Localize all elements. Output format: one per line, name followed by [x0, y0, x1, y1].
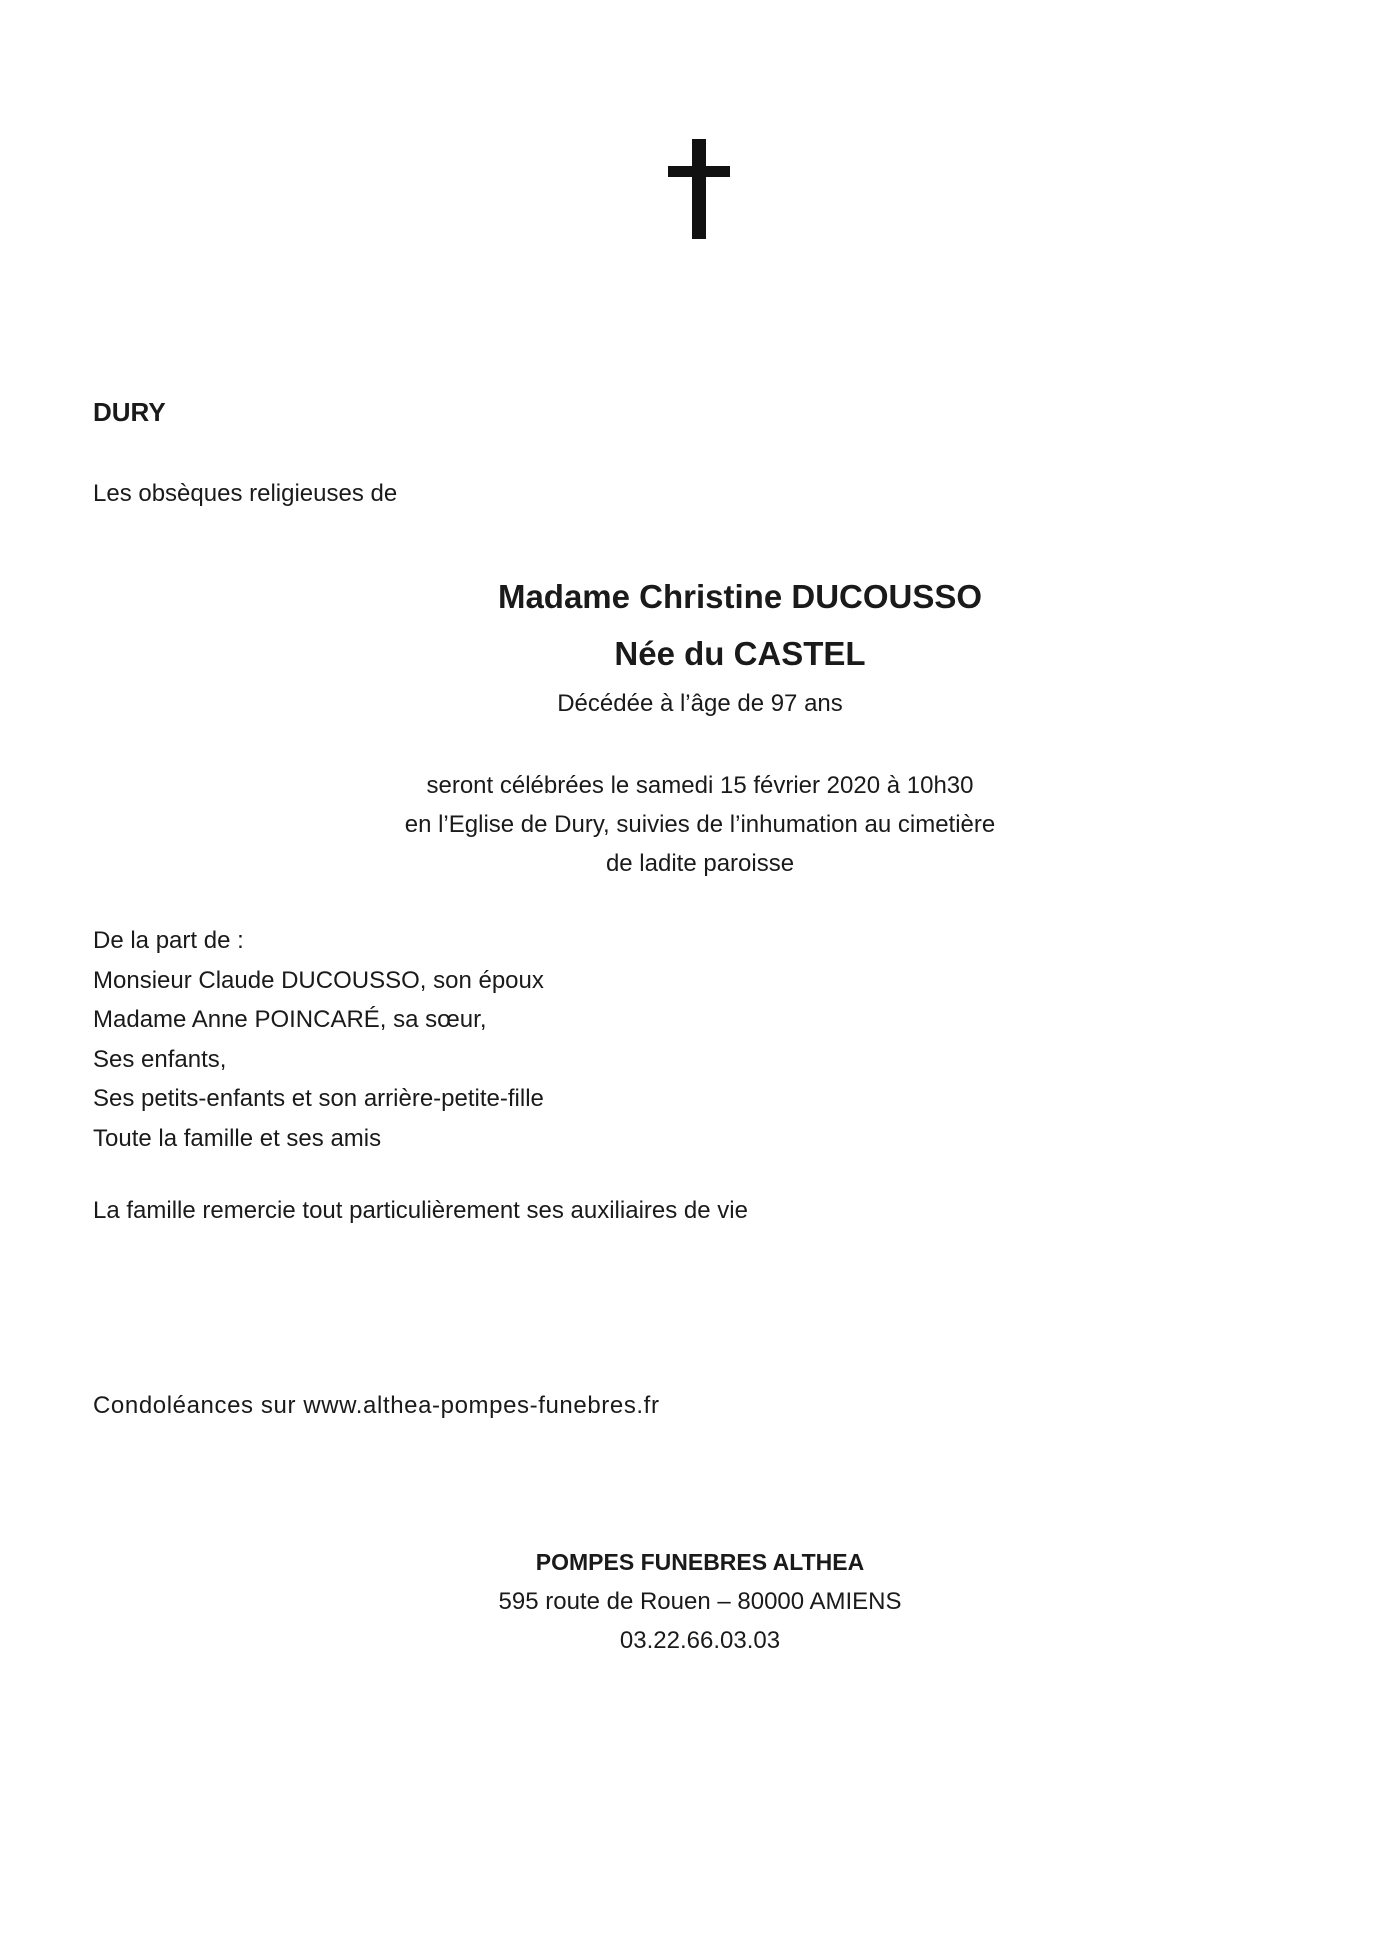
- place-heading: DURY: [93, 397, 166, 427]
- family-list-item: Madame Anne POINCARÉ, sa sœur,: [93, 1006, 487, 1033]
- condolences-text: Condoléances sur www.althea-pompes-funebres.fr: [93, 1392, 660, 1419]
- age-line: Décédée à l’âge de 97 ans: [557, 690, 843, 717]
- ceremony-line: de ladite paroisse: [605, 850, 795, 877]
- ceremony-line: en l’Eglise de Dury, suivies de l’inhumation au cimetière: [404, 811, 996, 838]
- family-list-item: Toute la famille et ses amis: [93, 1124, 382, 1152]
- funeral-home-phone: 03.22.66.03.03: [619, 1627, 781, 1654]
- maiden-name: Née du CASTEL: [614, 635, 866, 672]
- family-list-item: Ses enfants,: [93, 1045, 227, 1073]
- deceased-name: Madame Christine DUCOUSSO: [497, 578, 983, 615]
- family-list-item: Monsieur Claude DUCOUSSO, son époux: [93, 966, 544, 994]
- family-list: [93, 921, 544, 1158]
- funeral-home-footer: [400, 1543, 1000, 1660]
- ceremony-line: seront célébrées le samedi 15 février 2020 à 10h30: [426, 772, 974, 799]
- cross-icon: [668, 139, 730, 239]
- family-list-heading: De la part de :: [93, 927, 244, 954]
- intro-text: Les obsèques religieuses de: [93, 480, 398, 507]
- ceremony-details: [330, 766, 1070, 883]
- family-list-item: Ses petits-enfants et son arrière-petite-fille: [93, 1085, 544, 1112]
- thanks-text: La famille remercie tout particulièrement ses auxiliaires de vie: [93, 1197, 748, 1224]
- funeral-home-name: POMPES FUNEBRES ALTHEA: [535, 1549, 865, 1575]
- funeral-home-address: 595 route de Rouen – 80000 AMIENS: [498, 1588, 902, 1615]
